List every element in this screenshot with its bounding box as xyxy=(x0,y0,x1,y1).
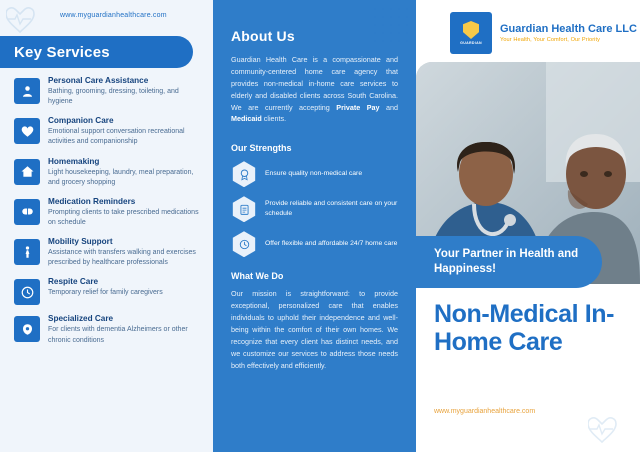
quality-badge-icon xyxy=(231,161,257,187)
tagline-text: Your Partner in Health and Happiness! xyxy=(434,248,579,275)
what-we-do-heading: What We Do xyxy=(231,271,284,282)
about-us-heading: About Us xyxy=(231,28,295,44)
key-services-banner xyxy=(0,36,193,68)
service-desc: Prompting clients to take prescribed medications on schedule xyxy=(48,208,199,226)
company-tagline: Your Health, Your Comfort, Our Priority xyxy=(500,37,601,44)
key-services-heading: Key Services xyxy=(14,43,110,61)
service-desc: Light housekeeping, laundry, meal preparation, and grocery shopping xyxy=(48,168,194,186)
clipboard-icon xyxy=(231,196,257,222)
clock-icon xyxy=(231,231,257,257)
service-item xyxy=(14,157,204,188)
respite-care-icon xyxy=(14,279,40,305)
service-desc: Emotional support conversation recreational activities and companionship xyxy=(48,128,185,146)
heart-logo-icon-bottom xyxy=(588,414,632,446)
service-desc: Bathing, grooming, dressing, toileting, and hygiene xyxy=(48,88,179,106)
strength-text: Provide reliable and consistent care on your schedule xyxy=(265,200,398,218)
strength-item xyxy=(231,196,398,222)
about-text-2: and xyxy=(379,102,398,112)
bottom-website-url[interactable]: www.myguardianhealthcare.com xyxy=(434,408,536,415)
company-name: Guardian Health Care LLC xyxy=(500,22,637,35)
strength-item xyxy=(231,231,398,257)
heart-logo-icon xyxy=(6,4,50,36)
strength-text: Offer flexible and affordable 24/7 home care xyxy=(265,240,398,248)
companion-care-icon xyxy=(14,118,40,144)
service-desc: Assistance with transfers walking and exercises prescribed by healthcare professionals xyxy=(48,249,196,267)
strength-text: Ensure quality non-medical care xyxy=(265,170,363,178)
about-bold-2: Medicaid xyxy=(231,114,262,124)
personal-care-icon xyxy=(14,78,40,104)
services-list xyxy=(14,76,204,355)
service-item xyxy=(14,116,204,147)
company-logo-block[interactable] xyxy=(450,12,637,54)
service-desc: Temporary relief for family caregivers xyxy=(48,289,163,297)
mobility-support-icon xyxy=(14,239,40,265)
medication-reminder-icon xyxy=(14,199,40,225)
service-title: Homemaking xyxy=(48,156,100,166)
what-we-do-paragraph: Our mission is straightforward: to provide exceptional, personalized care that enables individuals to uphold their independence and well-being within the comfort of their own homes. We recognize that every client has distinct needs, and we customize our services to address those needs both effectively and efficiently. xyxy=(231,289,398,370)
main-headline: Non-Medical In-Home Care xyxy=(434,300,615,356)
guardian-shield-icon xyxy=(450,12,492,54)
homemaking-icon xyxy=(14,159,40,185)
middle-panel xyxy=(213,0,416,452)
top-website-url[interactable]: www.myguardianhealthcare.com xyxy=(60,12,167,19)
service-title: Personal Care Assistance xyxy=(48,76,149,85)
service-title: Companion Care xyxy=(48,116,114,126)
service-item xyxy=(14,237,204,268)
service-item xyxy=(14,277,204,305)
service-item xyxy=(14,314,204,345)
service-item xyxy=(14,76,204,107)
our-strengths-heading: Our Strengths xyxy=(231,143,292,154)
service-title: Specialized Care xyxy=(48,314,114,324)
left-panel xyxy=(0,0,213,452)
about-bold-1: Private Pay xyxy=(336,102,380,112)
about-text-3: clients. xyxy=(261,114,287,124)
tagline-banner xyxy=(416,236,602,288)
right-panel xyxy=(416,0,640,452)
specialized-care-icon xyxy=(14,316,40,342)
logo-badge-label: GUARDIAN xyxy=(460,41,482,45)
service-desc: For clients with dementia Alzheimers or other chronic conditions xyxy=(48,326,188,344)
service-title: Respite Care xyxy=(48,277,99,287)
about-text-1: Guardian Health Care is a compassionate and community-centered home care agency that provides non-medical in-home care services to elderly and disabled clients across South Carolina. We are currently accepting xyxy=(231,55,398,112)
dot-grid-decoration xyxy=(374,8,410,42)
strength-item xyxy=(231,161,398,187)
service-title: Mobility Support xyxy=(48,237,113,247)
service-title: Medication Reminders xyxy=(48,196,136,206)
service-item xyxy=(14,197,204,228)
about-us-paragraph xyxy=(231,54,398,125)
